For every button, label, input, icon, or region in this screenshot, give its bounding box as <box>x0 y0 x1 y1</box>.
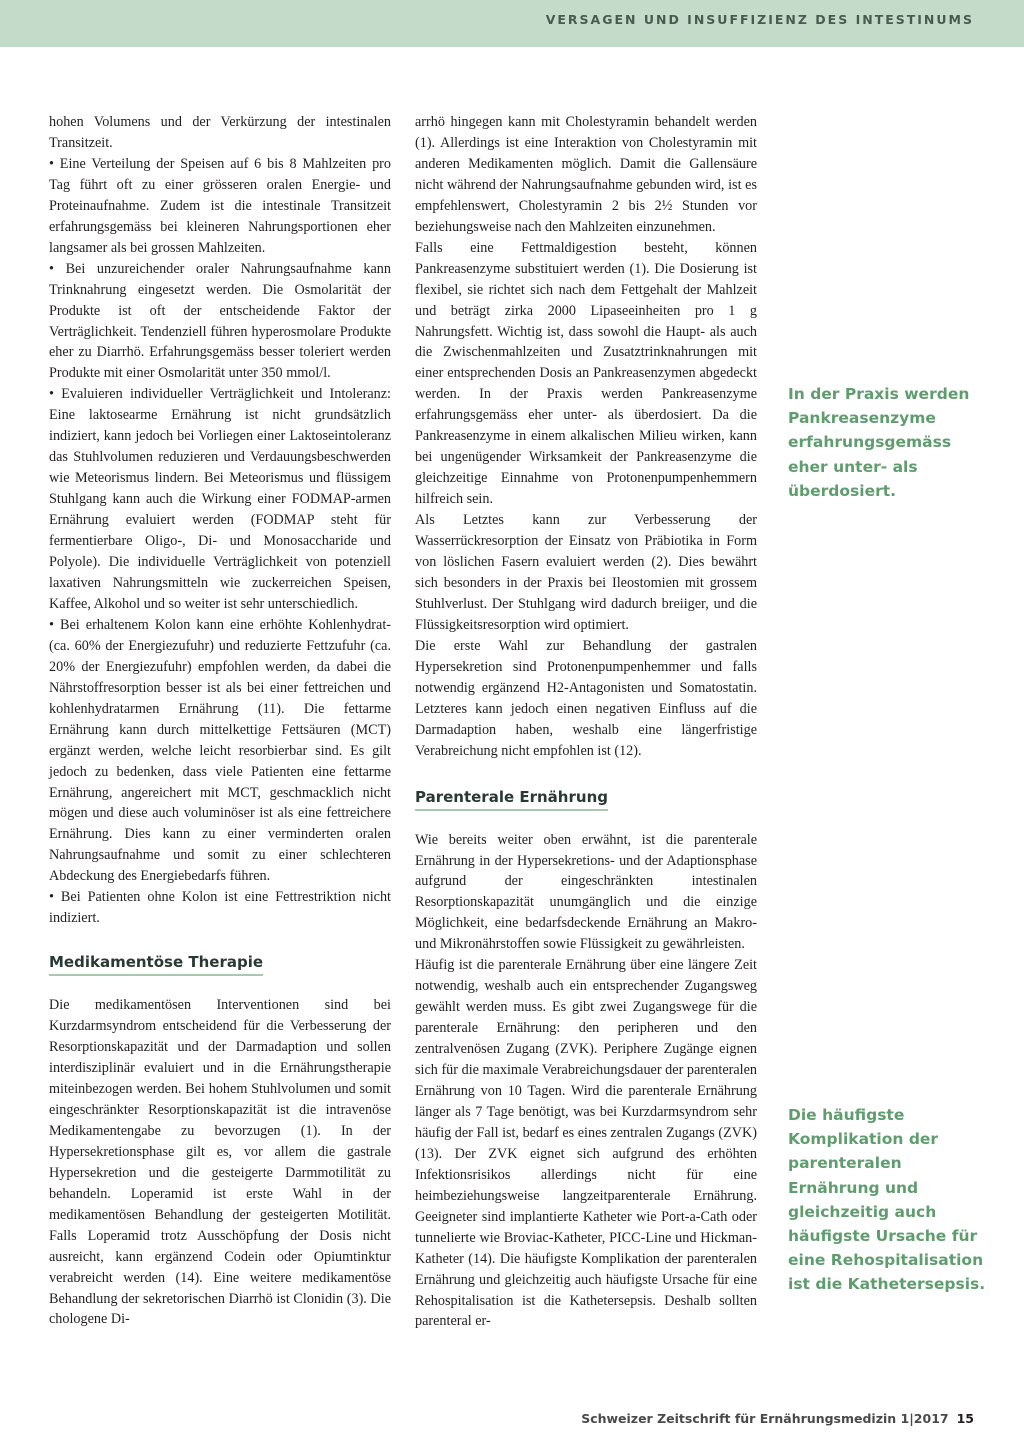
left-column <box>49 112 391 1330</box>
body-paragraph: Als Letztes kann zur Verbesserung der Wasserrückresorption der Einsatz von Präbiotika in Form von löslichen Fasern evaluiert werden (2). Dies bewährt sich besonders in der Praxis bei Ileostomien mit grossem Stuhlverlust. Der Stuhlgang wird dadurch breiiger, und die Flüssigkeitsresorption wird optimiert. <box>415 512 757 633</box>
section-heading-medikamentoese-therapie: Medikamentöse Therapie <box>49 951 263 976</box>
bullet-paragraph: • Bei unzureichender oraler Nahrungsaufnahme kann Trinknahrung eingesetzt werden. Die Osmolarität der Produkte ist oft der entscheidende Faktor der Verträglichkeit. Tendenziell führen hyperosmolare Produkte eher zu Diarrhö. Erfahrungsgemäss besser toleriert werden Produkte mit einer Osmolarität unter 350 mmol/l. <box>49 260 391 382</box>
page-footer <box>581 1411 974 1426</box>
running-header-title: VERSAGEN UND INSUFFIZIENZ DES INTESTINUMS <box>545 12 974 27</box>
header-band <box>0 0 1024 47</box>
page-number: 15 <box>956 1411 974 1426</box>
middle-column <box>415 112 757 1332</box>
journal-title: Schweizer Zeitschrift für Ernährungsmedizin 1|2017 <box>581 1411 949 1426</box>
section-heading-wrap <box>415 786 757 811</box>
body-paragraph: Die erste Wahl zur Behandlung der gastralen Hypersekretion sind Protonenpumpenhemmer und falls notwendig ergänzend H2-Antagonisten und Somatostatin. Letzteres kann jedoch einen negativen Einfluss auf die Darmadaption haben, weshalb eine längerfristige Verabreichung nicht empfohlen ist (12). <box>415 637 757 759</box>
section-heading-parenterale-ernaehrung: Parenterale Ernährung <box>415 786 608 811</box>
bullet-paragraph: • Eine Verteilung der Speisen auf 6 bis 8 Mahlzeiten pro Tag führt oft zu einer grösseren oralen Energie- und Proteinaufnahme. Zudem ist die intestinale Transitzeit erfahrungsgemäss bei kleineren Nahrungsportionen eher langsamer als bei grossen Mahlzeiten. <box>49 155 391 256</box>
bullet-paragraph: • Bei Patienten ohne Kolon ist eine Fettrestriktion nicht indiziert. <box>49 889 391 927</box>
body-paragraph: Die medikamentösen Interventionen sind bei Kurzdarmsyndrom entscheidend für die Verbesserung der Resorptionskapazität und der Darmadaption und sollen interdisziplinär evaluiert und in die Ernährungstherapie miteinbezogen werden. Bei hohem Stuhlvolumen und somit eingeschränkter Resorptionskapazität ist die intravenöse Medikamentengabe zu bevorzugen (1). In der Hypersekretionsphase gilt es, vor allem die gastrale Hypersekretion und die gesteigerte Darmmotilität zu behandeln. Loperamid ist erste Wahl in der medikamentösen Behandlung der gesteigerten Motilität. Falls Loperamid trotz Ausschöpfung der Dosis nicht ausreicht, kann ergänzend Codein oder Opiumtinktur verabreicht werden (14). Eine weitere medikamentöse Behandlung der sekretorischen Diarrhö ist Clonidin (3). Die chologene Di- <box>49 997 391 1328</box>
pull-quote-pankreasenzyme: In der Praxis werden Pankreasenzyme erfahrungsgemäss eher unter- als überdosiert. <box>788 385 970 500</box>
body-paragraph: Falls eine Fettmaldigestion besteht, können Pankreasenzyme substituiert werden (1). Die Dosierung ist flexibel, sie richtet sich nach dem Fettgehalt der Mahlzeit und beträgt zirka 2000 Lipaseeinheiten pro 1 g Nahrungsfett. Wichtig ist, dass sowohl die Haupt- als auch die Zwischenmahlzeiten und Zusatztrinknahrungen mit einer entsprechenden Dosis an Pankreasenzymen abgedeckt werden. In der Praxis werden Pankreasenzyme erfahrungsgemäss eher unter- als überdosiert. Da die Pankreasenzyme in einem alkalischen Milieu wirken, kann bei ungenügender Wirksamkeit der Pankreasenzyme die gleichzeitige Einnahme von Protonenpumpenhemmern hilfreich sein. <box>415 239 757 508</box>
bullet-paragraph: • Bei erhaltenem Kolon kann eine erhöhte Kohlenhydrat- (ca. 60% der Energiezufuhr) und reduzierte Fettzufuhr (ca. 20% der Energiezufuhr) empfohlen werden, da dabei die Nährstoffresorption besser ist als bei einer fettreichen und kohlenhydratarmen Ernährung (11). Die fettarme Ernährung kann durch mittelkettige Fettsäuren (MCT) ergänzt werden, welche leicht resorbierbar sind. Es gilt jedoch zu bedenken, dass viele Patienten eine fettarme Ernährung, angereichert mit MCT, geschmacklich nicht mögen und diese auch voluminöser ist als eine fettreichere Ernährung. Dies kann zu einer verminderten oralen Nahrungsaufnahme und somit zu einer schlechteren Abdeckung des Energiebedarfs führen. <box>49 616 391 885</box>
bullet-paragraph: • Evaluieren individueller Verträglichkeit und Intoleranz: Eine laktosearme Ernährung ist nicht grundsätzlich indiziert, kann jedoch bei Vorliegen einer Laktoseintoleranz das Stuhlvolumen reduzieren und Verdauungsbeschwerden wie Meteorismus lindern. Bei Meteorismus und flüssigem Stuhlgang kann auch die Wirkung einer FODMAP-armen Ernährung evaluiert werden (FODMAP steht für fermentierbare Oligo-, Di- und Monosaccharide und Polyole). Die individuelle Verträglichkeit von potenziell laxativen Nahrungsmitteln wie zuckerreichen Speisen, Kaffee, Alkohol und so weiter ist sehr unterschiedlich. <box>49 386 391 612</box>
body-paragraph: Wie bereits weiter oben erwähnt, ist die parenterale Ernährung in der Hypersekretions- und der Adaptionsphase aufgrund der eingeschränkten intestinalen Resorptionskapazität unumgänglich und die einzige Möglichkeit, eine bedarfsdeckende Ernährung an Makro- und Mikronährstoffen sowie Flüssigkeit zu gewährleisten. <box>415 831 757 953</box>
body-paragraph: arrhö hingegen kann mit Cholestyramin behandelt werden (1). Allerdings ist eine Interaktion von Cholestyramin mit anderen Medikamenten möglich. Damit die Gallensäure nicht während der Nahrungsaufnahme gebunden wird, ist es empfehlenswert, Cholestyramin 2 bis 2½ Stunden vor beziehungsweise nach den Mahlzeiten einzunehmen. <box>415 114 757 235</box>
pull-quote-kathetersepsis: Die häufigste Komplikation der parenteralen Ernährung und gleichzeitig auch häufigste Ursache für eine Rehospitalisation ist die Kathetersepsis. <box>788 1106 986 1294</box>
body-paragraph: hohen Volumens und der Verkürzung der intestinalen Transitzeit. <box>49 114 391 151</box>
body-paragraph: Häufig ist die parenterale Ernährung über eine längere Zeit notwendig, weshalb auch ein entsprechender Zugangsweg gewählt werden muss. Es gibt zwei Zugangswege für die parenterale Ernährung: den peripheren und den zentralvenösen Zugang (ZVK). Periphere Zugänge eignen sich für die maximale Verabreichungsdauer der parenteralen Ernährung von 10 Tagen. Wird die parenterale Ernährung länger als 7 Tage benötigt, was bei Kurzdarmsyndrom sehr häufig der Fall ist, bedarf es eines zentralen Zugangs (ZVK) (13). Der ZVK eignet sich aufgrund des erhöhten Infektionsrisikos allerdings nicht für eine heimbeziehungsweise langzeitparenterale Ernährung. Geeigneter sind implantierte Katheter wie Port-a-Cath oder tunnelierte wie Broviac-Katheter, PICC-Line und Hickman-Katheter (14). Die häufigste Komplikation der parenteralen Ernährung und gleichzeitig auch häufigste Ursache für eine Rehospitalisation ist die Kathetersepsis. Deshalb sollten parenteral er- <box>415 957 757 1330</box>
section-heading-wrap <box>49 951 391 976</box>
